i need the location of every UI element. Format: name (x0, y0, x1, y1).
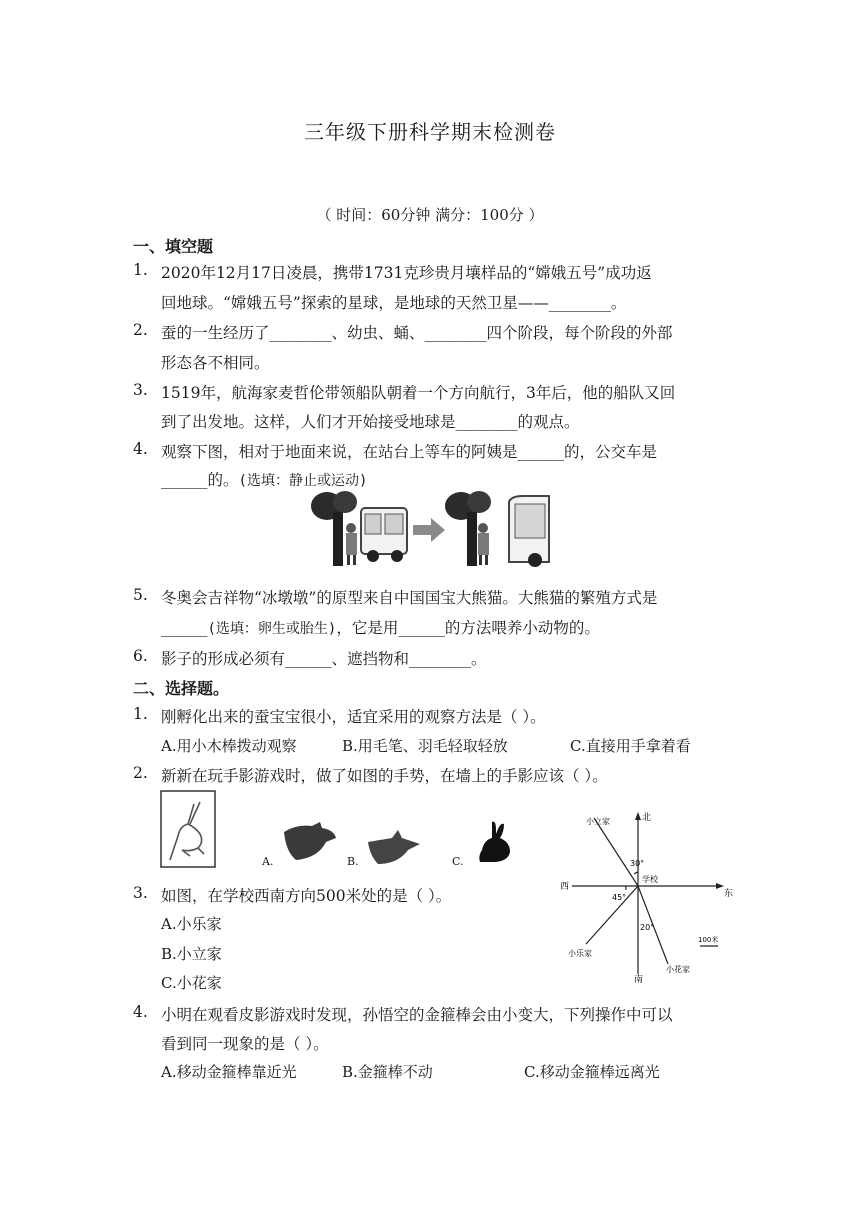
hand-gesture-picture (160, 790, 216, 868)
bus-icon (361, 508, 407, 562)
question-text: 蚕的一生经历了________、幼虫、蛹、________四个阶段，每个阶段的外部 (161, 324, 673, 342)
question-text: 1519年，航海家麦哲伦带领船队朝着一个方向航行，3年后，他的船队又回 (161, 384, 676, 402)
compass-map (560, 808, 732, 984)
rabbit-shadow-icon (474, 820, 514, 864)
label-xiaohua-home: 小花家 (666, 965, 690, 974)
option-label: B. (347, 855, 359, 868)
east-arrow-icon (716, 883, 724, 889)
question-text: 小明在观看皮影游戏时发现，孙悟空的金箍棒会由小变大，下列操作中可以 (161, 1006, 673, 1024)
question-text: 冬奥会吉祥物“冰墩墩”的原型来自中国国宝大熊猫。大熊猫的繁殖方式是 (161, 589, 658, 607)
question-number: 1. (133, 261, 148, 279)
section-heading-choice: 二、选择题。 (133, 679, 230, 698)
page-title: 三年级下册科学期末检测卷 (304, 120, 556, 144)
bus-icon (509, 496, 549, 567)
label-west: 西 (560, 882, 570, 892)
wolf-shadow-icon (368, 830, 422, 866)
scale-label: 100米 (698, 936, 719, 944)
question-text (161, 616, 600, 638)
angle-45-label: 45° (612, 893, 627, 902)
answer-blank-text: ______ (161, 619, 208, 637)
option-c: C.移动金箍棒远离光 (524, 1063, 660, 1081)
north-arrow-icon (635, 812, 641, 820)
question-text: 刚孵化出来的蚕宝宝很小，适宜采用的观察方法是（ ）。 (161, 708, 546, 726)
answer-blank-text: ______的。 (161, 471, 239, 489)
option-b: B.用毛笔、羽毛轻取轻放 (342, 737, 508, 755)
question-text: 新新在玩手影游戏时，做了如图的手势，在墙上的手影应该（ ）。 (161, 767, 608, 785)
dog-shadow-icon (282, 822, 338, 862)
question-number: 6. (133, 647, 148, 665)
label-xiaole-home: 小乐家 (568, 949, 592, 958)
question-text (161, 468, 367, 490)
option-a: A.用小木棒拨动观察 (161, 737, 297, 755)
angle-20-label: 20° (640, 923, 655, 932)
option-c: C.小花家 (161, 974, 222, 992)
question-number: 1. (133, 705, 148, 723)
option-b: B.金箍棒不动 (342, 1063, 433, 1081)
label-east: 东 (724, 889, 734, 899)
bus-station-illustration (313, 492, 549, 568)
question-text: 形态各不相同。 (161, 354, 270, 372)
question-text: 如图，在学校西南方向500米处的是（ ）。 (161, 887, 452, 905)
choice-hint: (选填：静止或运动) (238, 473, 368, 489)
question-number: 3. (133, 884, 148, 902)
label-xiaoli-home: 小立家 (586, 817, 610, 826)
question-number: 4. (133, 440, 148, 458)
label-school: 学校 (642, 875, 658, 884)
question-text: 影子的形成必须有______、遮挡物和________。 (161, 650, 487, 668)
question-number: 2. (133, 764, 148, 782)
section-heading-fill-in: 一、填空题 (133, 237, 214, 256)
question-text: 观察下图，相对于地面来说，在站台上等车的阿姨是______的，公交车是 (161, 443, 658, 461)
option-c: C.直接用手拿着看 (570, 737, 691, 755)
option-a: A.移动金箍棒靠近光 (161, 1063, 297, 1081)
option-a: A.小乐家 (161, 915, 222, 933)
option-b: B.小立家 (161, 945, 222, 963)
route-to-xiaoli (594, 818, 638, 886)
question-number: 3. (133, 381, 148, 399)
choice-hint: (选填：卵生或胎生) (207, 621, 337, 637)
label-north: 北 (642, 813, 652, 823)
question-text-continued: ，它是用______的方法喂养小动物的。 (336, 619, 600, 637)
angle-30-label: 30° (630, 859, 645, 868)
option-label: C. (452, 855, 464, 868)
exam-info: （ 时间：60分钟 满分：100分 ） (316, 206, 544, 224)
question-number: 4. (133, 1003, 148, 1021)
question-text: 2020年12月17日凌晨，携带1731克珍贵月壤样品的“嫦娥五号”成功返 (161, 264, 652, 282)
question-number: 2. (133, 321, 148, 339)
label-south: 南 (634, 975, 644, 985)
option-label: A. (262, 855, 274, 868)
question-text: 看到同一现象的是（ ）。 (161, 1035, 329, 1053)
question-text: 回地球。“嫦娥五号”探索的星球，是地球的天然卫星——________。 (161, 294, 627, 312)
question-text: 到了出发地。这样，人们才开始接受地球是________的观点。 (161, 413, 580, 431)
question-number: 5. (133, 586, 148, 604)
